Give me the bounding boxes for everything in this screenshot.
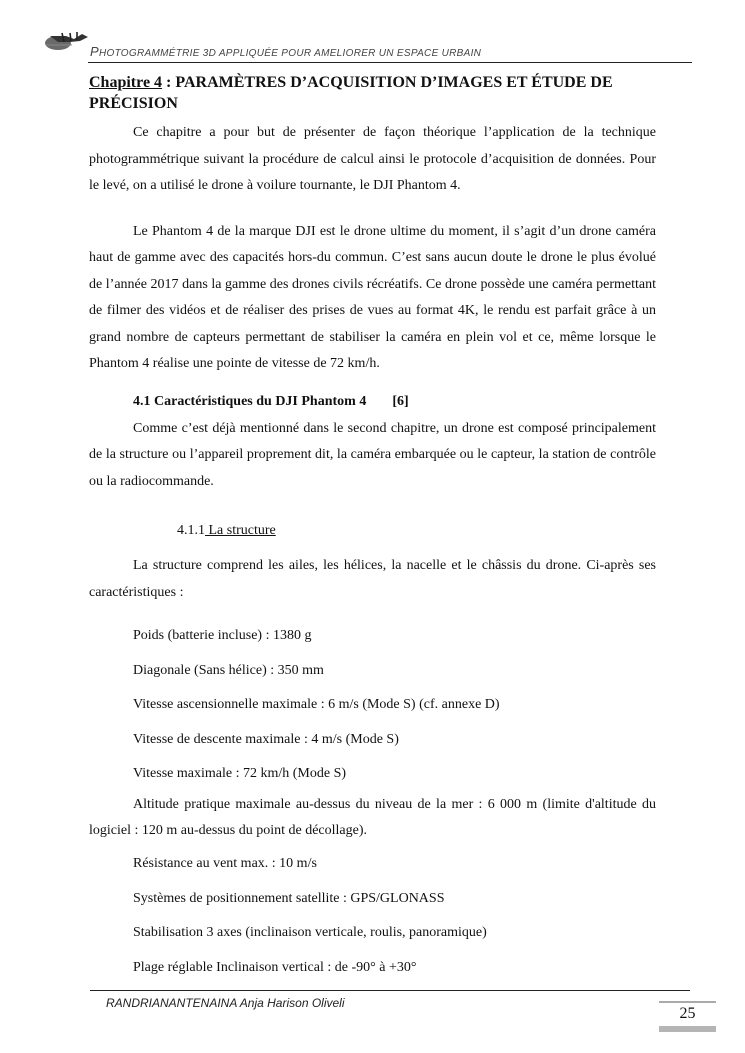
header-logo [44, 30, 90, 52]
paragraph-structure: La structure comprend les ailes, les hélices, la nacelle et le châssis du drone. Ci-après ses caractéristiques : [89, 558, 656, 600]
section-title: 4.1 Caractéristiques du DJI Phantom 4 [133, 393, 367, 409]
footer-author: RANDRIANANTENAINA Anja Harison Oliveli [106, 996, 345, 1010]
paragraph-phantom: Le Phantom 4 de la marque DJI est le drone ultime du moment, il s’agit d’un drone caméra haut de gamme avec des capacités hors-du commun. C’est sans aucun doute le drone le plus évolué de l’année 2017 dans la gamme des drones civils récréatifs. Ce drone possède une caméra permettant de filmer des vidéos et de réaliser des prises de vues au format 4K, le rendu est parfait grâce à un grand nombre de capteurs permettant de stabiliser la caméra en plein vol et ce, même lorsque le Phantom 4 réalise une pointe de vitesse de 72 km/h. [89, 223, 656, 371]
header-divider [88, 62, 692, 63]
chapter-number: Chapitre 4 [89, 74, 163, 91]
header-title: PHOTOGRAMMÉTRIE 3D APPLIQUÉE POUR AMELIORER UN ESPACE URBAIN [90, 44, 482, 59]
spec-item: Vitesse maximale : 72 km/h (Mode S) [133, 766, 347, 781]
page-content [89, 68, 656, 978]
section-heading [89, 392, 656, 412]
spec-item: Altitude pratique maximale au-dessus du niveau de la mer : 6 000 m (limite d'altitude du logiciel : 120 m au-dessus du point de décollage). [89, 797, 656, 838]
footer-divider [90, 990, 690, 991]
spec-item: Poids (batterie incluse) : 1380 g [133, 628, 312, 643]
page-number-frame-bottom [659, 1026, 716, 1032]
spec-item: Plage réglable Inclinaison vertical : de -90° à +30° [133, 959, 417, 975]
paragraph-intro: Ce chapitre a pour but de présenter de façon théorique l’application de la technique photogrammétrique suivant la procédure de calcul ainsi le protocole d’acquisition de données. Pour le levé, on a utilisé le drone à voilure tournante, le DJI Phantom 4. [89, 125, 656, 193]
spec-item: Systèmes de positionnement satellite : GPS/GLONASS [133, 890, 445, 906]
spec-item: Stabilisation 3 axes (inclinaison verticale, roulis, panoramique) [133, 925, 487, 940]
subsection-heading [89, 521, 656, 541]
page-number: 25 [679, 1005, 696, 1022]
spec-item: Vitesse de descente maximale : 4 m/s (Mode S) [133, 731, 399, 747]
subsection-number: 4.1.1 [177, 523, 205, 538]
section-reference: [6] [392, 393, 409, 409]
chapter-title [89, 72, 656, 114]
spec-item: Diagonale (Sans hélice) : 350 mm [133, 662, 324, 678]
page-number-frame-top [659, 1001, 716, 1003]
spec-item: Résistance au vent max. : 10 m/s [133, 856, 317, 871]
paragraph-composition: Comme c’est déjà mentionné dans le second chapitre, un drone est composé principalement de la structure ou l’appareil proprement dit, la caméra embarquée ou le capteur, la station de contrôle ou la radiocommande. [89, 420, 656, 489]
chapter-heading-text: : PARAMÈTRES D’ACQUISITION D’IMAGES ET ÉTUDE DE PRÉCISION [89, 74, 613, 112]
spec-item: Vitesse ascensionnelle maximale : 6 m/s (Mode S) (cf. annexe D) [133, 697, 500, 712]
subsection-label: La structure [205, 523, 276, 538]
